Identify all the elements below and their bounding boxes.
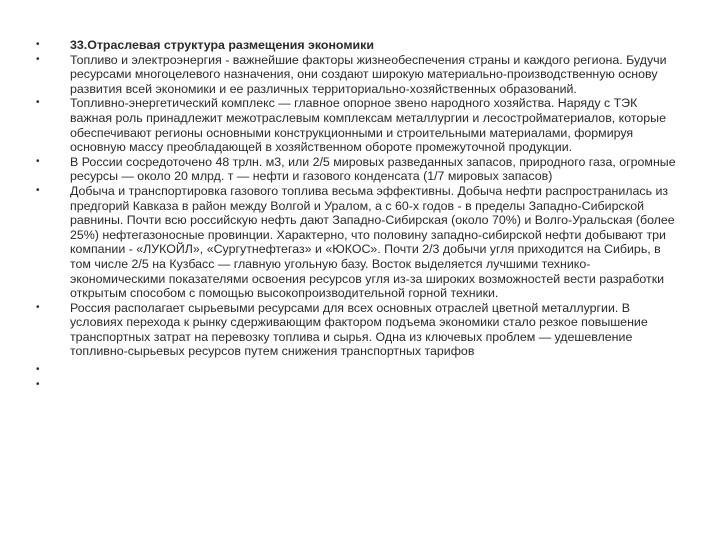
list-item-fuel-complex	[36, 96, 676, 154]
slide-title: 33.Отраслевая структура размещения экономики	[70, 38, 374, 52]
bullet-icon: •	[36, 39, 40, 50]
list-item-title	[36, 38, 676, 53]
bullet-icon: •	[36, 301, 40, 313]
list-item-metallurgy	[36, 301, 676, 359]
list-item-gas-extraction	[36, 184, 676, 301]
bullet-icon: •	[36, 184, 40, 196]
list-item-empty	[36, 363, 676, 378]
paragraph-metallurgy: Россия располагает сырьевыми ресурсами для всех основных отраслей цветной металлургии. В условиях перехода к рынку сдерживающим фактором подъема экономики стало резкое повышение транспортных затрат на перевозку топлива и сырья. Одна из ключевых проблем — удешевление топливно-сырьевых ресурсов путем снижения транспортных тарифов	[70, 300, 648, 359]
paragraph-gas-extraction: Добыча и транспортировка газового топлива весьма эффективны. Добыча нефти распространилась из предгорий Кавказа в район между Волгой и Уралом, а с 60-х годов - в пределы Западно-Сибирской равнины. Почти всю российскую нефть дают Западно-Сибирская (около 70%) и Волго-Уральская (более 25%) нефтегазоносные провинции. Характерно, что половину западно-сибирской нефти добывают три компании - «ЛУКОЙЛ», «Сургутнефтегаз» и «ЮКОС». Почти 2/3 добычи угля приходится на Сибирь, в том числе 2/5 на Кузбасс — главную угольную базу. Восток выделяется лучшими технико-экономическими показателями освоения ресурсов угля из-за широких возможностей вести разработки открытым способом с помощью высокопроизводительной горной техники.	[70, 183, 675, 301]
bullet-icon: •	[36, 97, 40, 109]
list-item-gas-reserves	[36, 155, 676, 184]
bullet-list	[36, 38, 676, 392]
bullet-icon: •	[36, 155, 40, 167]
paragraph-fuel-complex: Топливно-энергетический комплекс — главное опорное звено народного хозяйства. Наряду с ТЭК важная роль принадлежит межотраслевым комплексам металлургии и лесостройматериалов, которые обеспечивают регионы основными конструкционными и строительными материалами, формируя основную массу преобладающей в хозяйственном обороте промежуточной продукции.	[70, 96, 666, 155]
bullet-icon: •	[36, 364, 40, 376]
bullet-icon: •	[36, 378, 40, 390]
paragraph-gas-reserves: В России сосредоточено 48 трлн. м3, или 2/5 мировых разведанных запасов, природного газа, огромные ресурсы — около 20 млрд. т — нефти и газового конденсата (1/7 мировых запасов)	[70, 154, 676, 184]
list-item-empty	[36, 378, 676, 393]
bullet-icon: •	[36, 53, 40, 65]
paragraph-energy-factors: Топливо и электроэнергия - важнейшие факторы жизнеобеспечения страны и каждого региона. Будучи ресурсами многоцелевого назначения, они создают широкую материально-производственную основу развития всей экономики и ее различных территориально-хозяйственных образований.	[70, 52, 667, 96]
list-item-energy-factors	[36, 53, 676, 97]
